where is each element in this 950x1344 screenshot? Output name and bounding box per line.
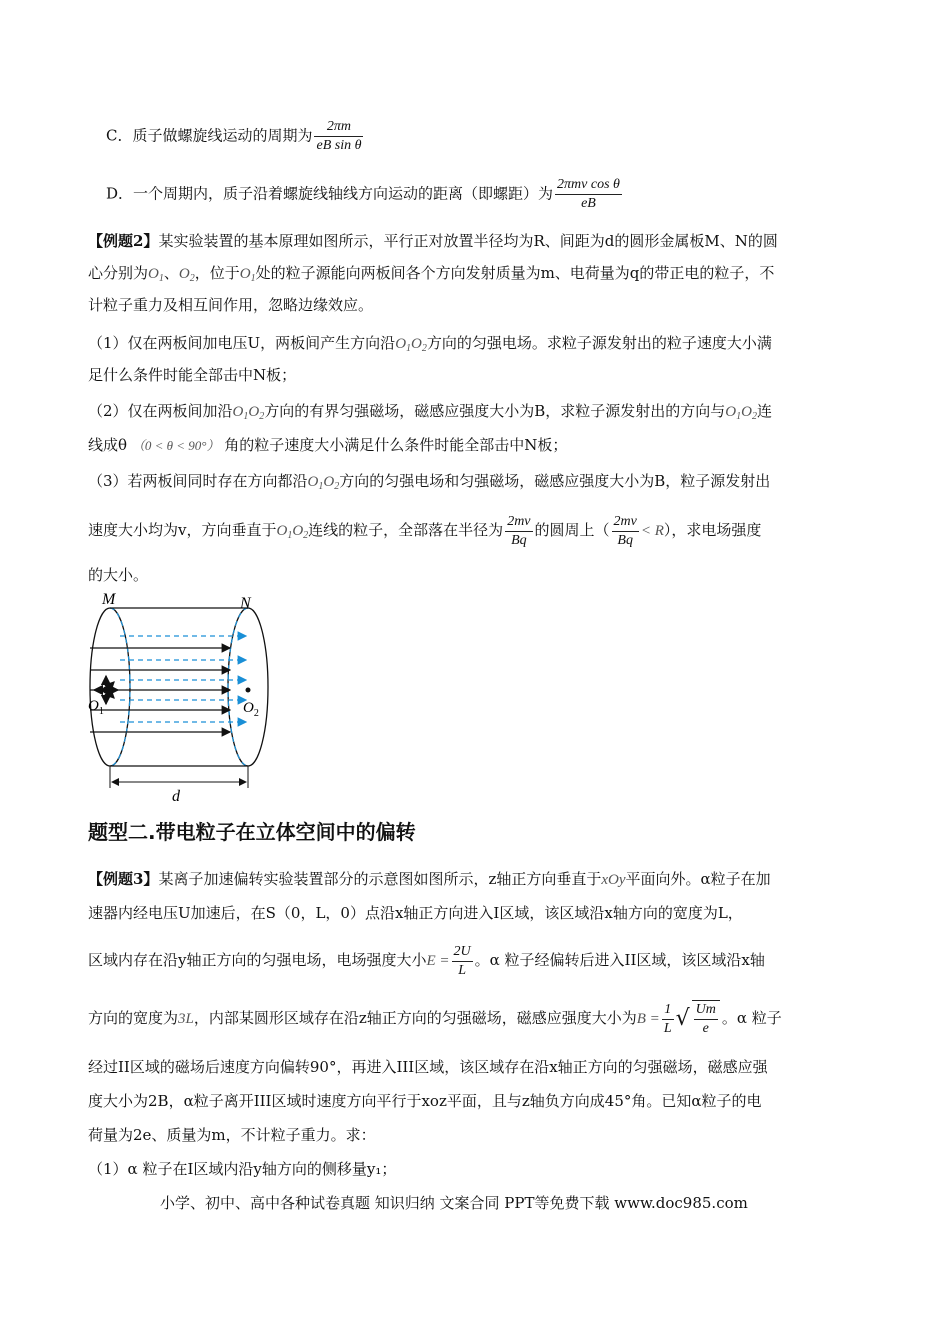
o1-sub: 1 (158, 273, 164, 284)
frac-num: Um (694, 1001, 718, 1020)
ex2-q2 (88, 400, 772, 428)
ex2-q2e: （0 < θ < 90°） (131, 438, 220, 453)
ex3-l4b: ，内部某圆形区域存在沿z轴正方向的匀强磁场，磁感应强度大小为 (193, 1009, 637, 1027)
ex2-q3f: < R (640, 523, 664, 539)
ex3-l5: 经过II区域的磁场后速度方向偏转90°，再进入III区域，该区域存在沿x轴正方向的匀强磁场，磁感应强 (88, 1058, 768, 1076)
frac-num: 2mv (505, 513, 532, 532)
ex2-q3 (88, 470, 770, 498)
cylinder-figure (80, 590, 300, 805)
ex2-line3 (88, 294, 373, 316)
o1-symbol (148, 266, 164, 282)
ex3-line7 (88, 1124, 376, 1146)
sep: 、 (163, 264, 179, 282)
ex2-q3e: 的圆周上（ (534, 521, 610, 539)
ex2-q2a: （2）仅在两板间加沿 (88, 402, 233, 420)
ex3-l1b: 平面向外。α粒子在加 (625, 870, 771, 888)
frac-den: eB (581, 196, 596, 211)
frac-num: 2mv (612, 513, 639, 532)
ex3-l6: 度大小为2B，α粒子离开III区域时速度方向平行于xoz平面，且与z轴负方向成45°角。已知α粒子的电 (88, 1092, 762, 1110)
o1: O (148, 266, 159, 282)
ex2-label: 【例题2】 (88, 232, 159, 250)
label-o1: $O_1$ (88, 698, 104, 717)
ex3-line6 (88, 1090, 762, 1112)
ex2-l3: 计粒子重力及相互间作用，忽略边缘效应。 (88, 296, 374, 314)
frac-den: L (663, 1020, 672, 1036)
ex2-q2d: 线成θ (88, 436, 128, 454)
ex2-q1b: 方向的匀强电场。求粒子源发射出的粒子速度大小满 (426, 334, 772, 352)
ex3-l4c: 。α 粒子 (721, 1009, 782, 1027)
ex3-line2 (88, 902, 743, 924)
ex3-l3a: 区域内存在沿y轴正方向的匀强电场，电场强度大小 (88, 951, 427, 969)
e-symbol: E = (426, 953, 450, 969)
option-d-text: D．一个周期内，质子沿着螺旋线轴线方向运动的距离（即螺距）为 (106, 184, 554, 203)
label-n: N (240, 595, 251, 612)
sqrt-fraction (692, 1000, 720, 1038)
ex2-q3g: ），求电场强度 (663, 521, 762, 539)
ex2-q1c: 足什么条件时能全部击中N板； (88, 366, 297, 384)
o1o2: $O_1O_2$ (232, 404, 265, 422)
label-m: M (102, 591, 116, 608)
ex3-l7: 荷量为2e、质量为m，不计粒子重力。求： (88, 1126, 376, 1144)
ex2-q1a: （1）仅在两板间加电压U，两板间产生方向沿 (88, 334, 396, 352)
option-c (106, 118, 365, 155)
ex2-q3h: 的大小。 (88, 566, 149, 584)
ex2-q2-cont (88, 434, 567, 457)
ex2-q1-cont (88, 364, 296, 386)
ex2-q3b: 方向的匀强电场和匀强磁场，磁感应强度大小为B，粒子源发射出 (339, 472, 771, 490)
section-heading: 题型二.带电粒子在立体空间中的偏转 (88, 820, 416, 844)
magnetic-field-lines (120, 636, 246, 722)
o1o2: $O_1O_2$ (395, 336, 427, 354)
ex3-line4 (88, 996, 782, 1041)
ex2-q3d: 连线的粒子，全部落在半径为 (308, 521, 504, 539)
period-fraction (314, 118, 363, 155)
ex3-line3 (88, 938, 765, 983)
ex2-l2c: 处的粒子源能向两板间各个方向发射质量为m、电荷量为q的带正电的粒子，不 (255, 264, 775, 282)
ex2-l2a: 心分别为 (88, 264, 149, 282)
o2: O (178, 266, 190, 282)
o1o2: $O_1O_2$ (276, 523, 309, 541)
frac-den: L (458, 962, 466, 978)
o2-sub: 2 (189, 273, 195, 284)
ex3-l4a: 方向的宽度为 (88, 1009, 179, 1027)
page-footer: 小学、初中、高中各种试卷真题 知识归纳 文案合同 PPT等免费下载 www.doc985.com (160, 1194, 748, 1212)
ex3-l1a: 某离子加速偏转实验装置部分的示意图如图所示，z轴正方向垂直于 (158, 870, 602, 888)
ex3-l2: 速器内经电压U加速后，在S（0，L，0）点沿x轴正方向进入I区域，该区域沿x轴方向的宽度为L， (88, 904, 743, 922)
ex3-line1 (88, 868, 771, 891)
frac-num: 2U (452, 943, 473, 962)
ex2-line2 (88, 262, 774, 290)
ex2-q1 (88, 332, 772, 360)
o2-symbol (179, 266, 195, 282)
ex3-label: 【例题3】 (88, 870, 159, 888)
radius-fraction-2 (612, 513, 639, 550)
xoy: xOy (601, 872, 626, 888)
ex2-l1: 某实验装置的基本原理如图所示，平行正对放置半径均为R、间距为d的圆形金属板M、N的圆 (158, 232, 778, 250)
b-fraction (662, 1001, 674, 1038)
ex2-q3c: 速度大小均为v，方向垂直于 (88, 521, 277, 539)
o1-sub: 1 (250, 273, 256, 284)
ex2-q2f: 角的粒子速度大小满足什么条件时能全部击中N板； (224, 436, 568, 454)
ex2-line1 (88, 230, 778, 252)
option-c-text: C．质子做螺旋线运动的周期为 (106, 126, 313, 145)
frac-den: eB sin θ (316, 138, 362, 153)
ex2-l2b: ，位于 (194, 264, 240, 282)
ex2-q3a: （3）若两板间同时存在方向都沿 (88, 472, 308, 490)
ex2-q2c: 连 (756, 402, 772, 420)
ex2-q3-end (88, 564, 148, 586)
frac-num: 2πm (314, 118, 363, 137)
ex2-q2b: 方向的有界匀强磁场，磁感应强度大小为B，求粒子源发射出的方向与 (264, 402, 726, 420)
ex3-l3b: 。α 粒子经偏转后进入II区域，该区域沿x轴 (474, 951, 765, 969)
o1-symbol (240, 266, 256, 282)
ex3-line5 (88, 1056, 768, 1078)
radius-fraction (505, 513, 532, 550)
frac-num: 1 (662, 1001, 674, 1020)
frac-num: 2πmv cos θ (555, 176, 622, 195)
o1o2: $O_1O_2$ (307, 474, 340, 492)
width-3l: 3L (178, 1011, 194, 1027)
option-d (106, 176, 624, 213)
pitch-fraction (555, 176, 622, 213)
label-d: d (172, 788, 180, 805)
o2-center (246, 688, 251, 693)
sqrt-sign: √ (675, 1006, 690, 1031)
ex3-q1: （1）α 粒子在I区域内沿y轴方向的侧移量y₁； (88, 1160, 397, 1178)
frac-den: Bq (511, 532, 527, 548)
frac-den: e (702, 1021, 709, 1036)
label-o2: $O_2$ (243, 700, 259, 719)
o1o2: $O_1O_2$ (725, 404, 757, 422)
b-symbol: B = (636, 1011, 660, 1027)
o1: O (239, 266, 251, 282)
frac-den: Bq (617, 532, 633, 548)
ex3-q1 (88, 1158, 396, 1180)
e-fraction (452, 943, 473, 980)
ex2-q3-cont (88, 508, 761, 558)
